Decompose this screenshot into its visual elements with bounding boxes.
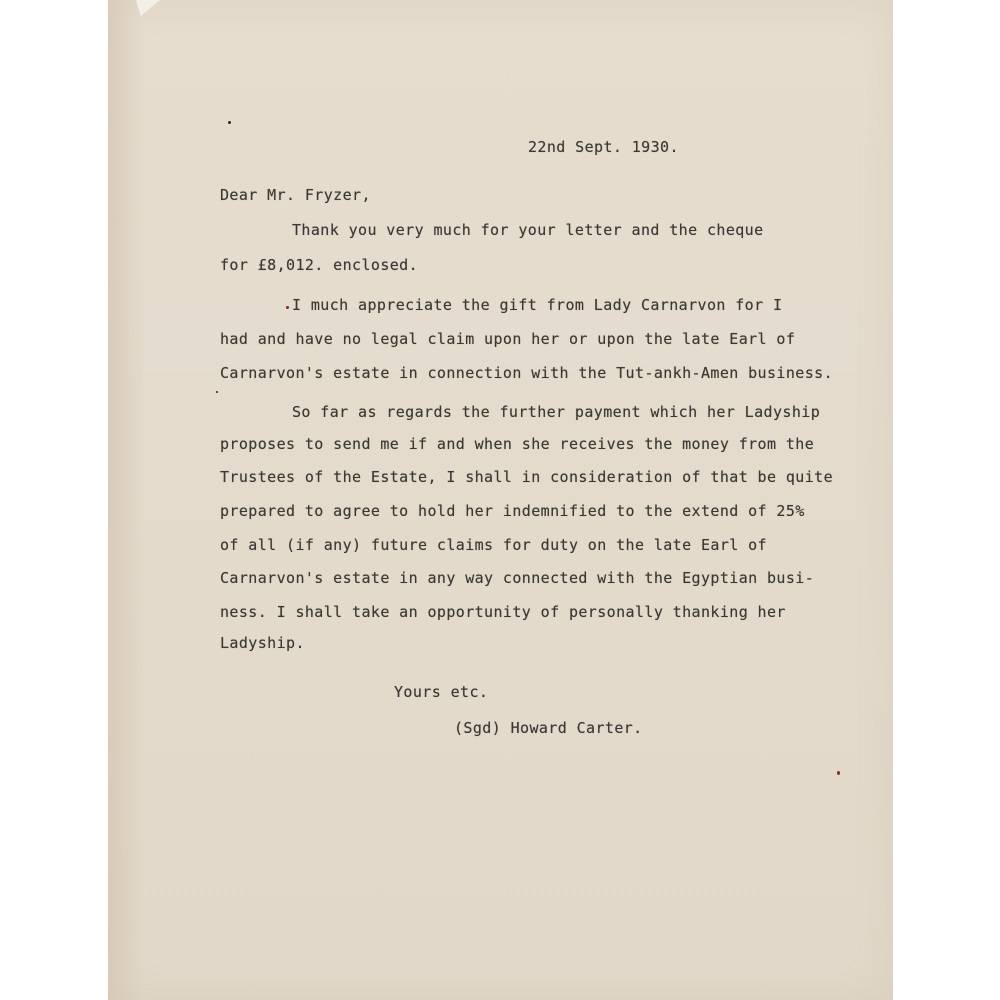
ink-speck (837, 771, 840, 775)
ink-speck (216, 391, 218, 393)
body-line: prepared to agree to hold her indemnified to the extend of 25% (220, 502, 805, 520)
letter-signature: (Sgd) Howard Carter. (454, 719, 643, 737)
body-line: proposes to send me if and when she receives the money from the (220, 435, 815, 453)
body-line: of all (if any) future claims for duty on the late Earl of (220, 536, 767, 554)
body-line: I much appreciate the gift from Lady Carnarvon for I (292, 296, 783, 314)
body-line: ness. I shall take an opportunity of personally thanking her (220, 603, 786, 621)
body-line: So far as regards the further payment which her Ladyship (292, 403, 821, 421)
paper-edge-shadow (108, 0, 144, 1000)
letter-date: 22nd Sept. 1930. (528, 138, 679, 156)
body-line: for £8,012. enclosed. (220, 256, 419, 274)
body-line: Thank you very much for your letter and the cheque (292, 221, 764, 239)
ink-speck (228, 121, 231, 124)
body-line: Trustees of the Estate, I shall in consideration of that be quite (220, 468, 833, 486)
letter-salutation: Dear Mr. Fryzer, (220, 186, 371, 204)
body-line: Ladyship. (220, 634, 305, 652)
body-line: Carnarvon's estate in any way connected with the Egyptian busi- (220, 569, 815, 587)
letter-closing: Yours etc. (394, 683, 489, 701)
body-line: Carnarvon's estate in connection with the Tut-ankh-Amen business. (220, 364, 833, 382)
ink-speck (286, 306, 289, 309)
letter-page (108, 0, 893, 1000)
body-line: had and have no legal claim upon her or upon the late Earl of (220, 330, 796, 348)
